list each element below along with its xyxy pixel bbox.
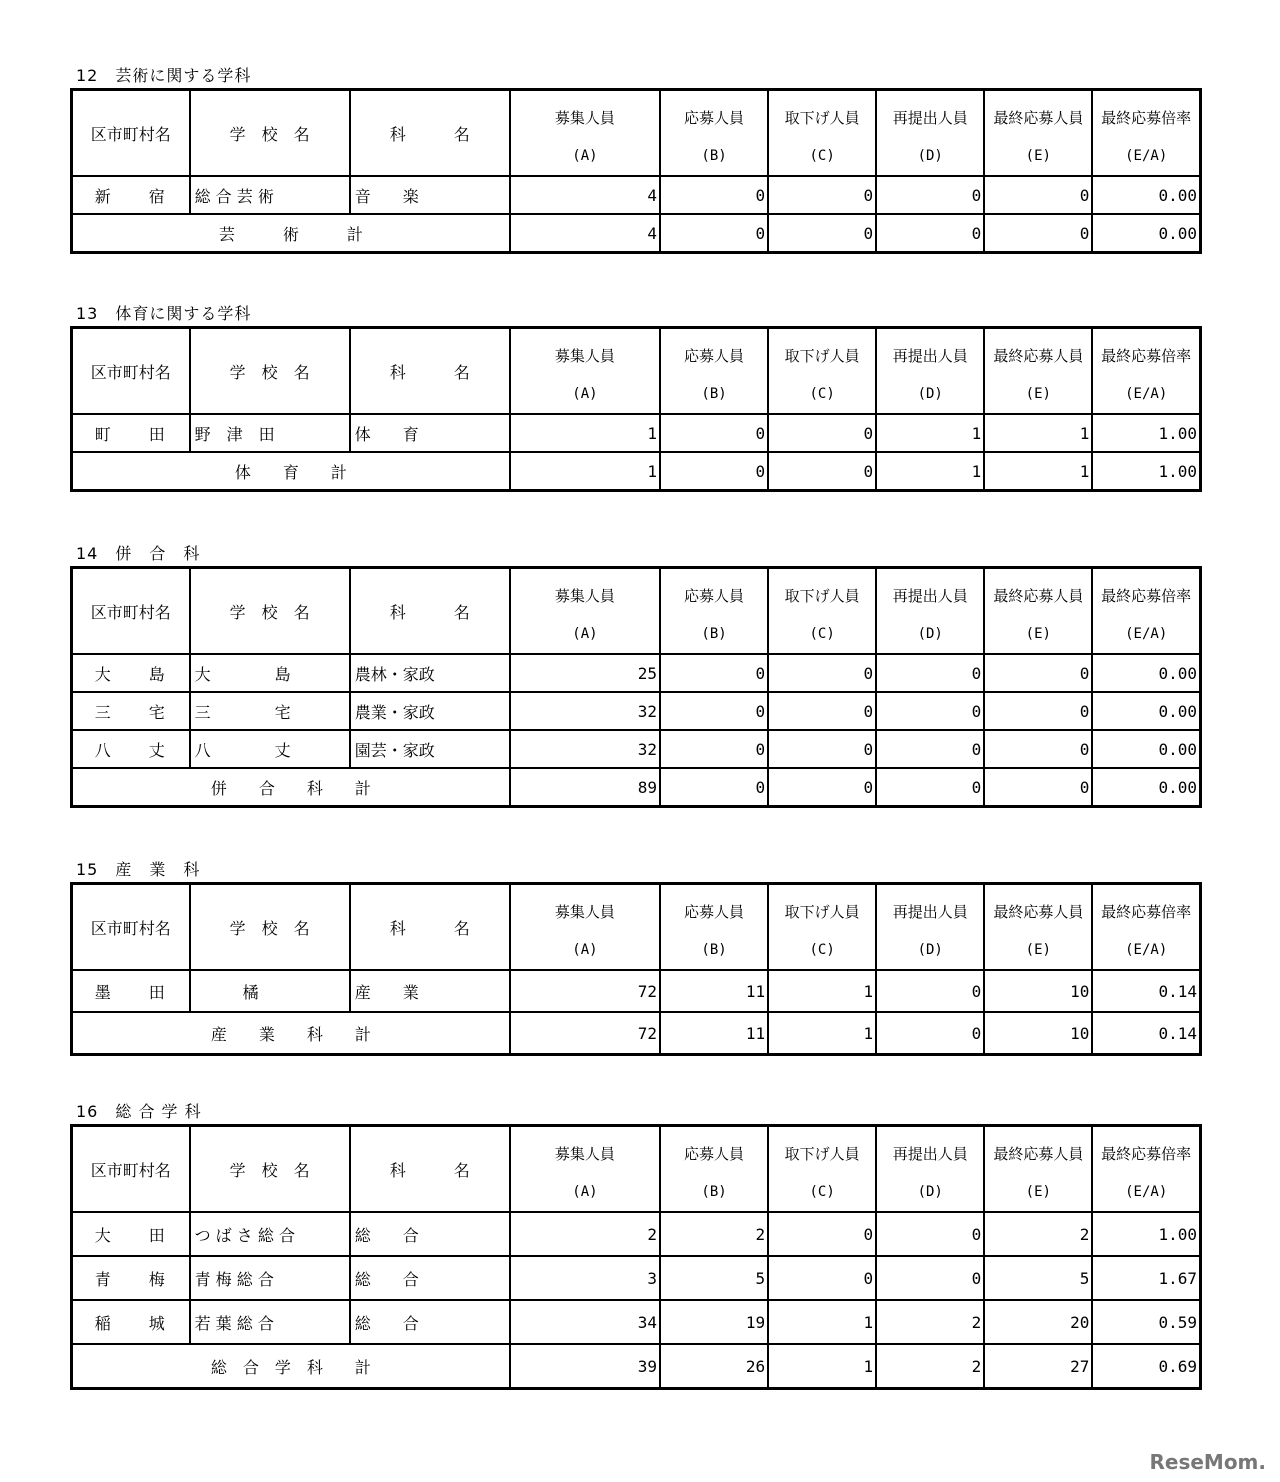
resubmit-cell: 0 (876, 692, 984, 730)
final-cell: 0 (984, 176, 1092, 214)
header-ratio-code: (E/A) (1125, 1184, 1168, 1200)
table-row (72, 1256, 1201, 1300)
ratio-cell: 1.00 (1092, 414, 1200, 452)
header-final (984, 884, 1092, 971)
applied-cell: 0 (660, 692, 768, 730)
header-recruit-label: 募集人員 (554, 587, 615, 605)
total-row (72, 1012, 1201, 1055)
applicant-table (70, 882, 1202, 1056)
total-label: 総 合 学 科 計 (72, 1344, 510, 1389)
header-ratio (1092, 1126, 1200, 1213)
header-applied-label: 応募人員 (684, 347, 745, 365)
course-cell: 園芸・家政 (350, 730, 510, 768)
header-district: 区市町村名 (72, 90, 190, 177)
header-district: 区市町村名 (72, 884, 190, 971)
header-recruit (510, 328, 660, 415)
total-row (72, 1344, 1201, 1389)
resubmit-cell: 0 (876, 654, 984, 692)
header-resubmit-label: 再提出人員 (892, 109, 968, 127)
district-cell: 町 田 (72, 414, 190, 452)
header-applied (660, 568, 768, 655)
district-cell: 三 宅 (72, 692, 190, 730)
applied-cell: 0 (660, 176, 768, 214)
header-resubmit-code: (D) (917, 942, 943, 958)
header-recruit-code: (A) (572, 1184, 598, 1200)
header-final-code: (E) (1025, 1184, 1051, 1200)
withdrawn-cell: 0 (768, 176, 876, 214)
header-district: 区市町村名 (72, 328, 190, 415)
course-cell: 農業・家政 (350, 692, 510, 730)
header-applied (660, 90, 768, 177)
section-title: 16 総 合 学 科 (76, 1102, 202, 1121)
header-recruit (510, 90, 660, 177)
header-final (984, 328, 1092, 415)
district-cell: 稲 城 (72, 1300, 190, 1344)
withdrawn-cell: 1 (768, 970, 876, 1012)
header-final-code: (E) (1025, 386, 1051, 402)
resubmit-cell: 1 (876, 414, 984, 452)
withdrawn-cell: 0 (768, 414, 876, 452)
header-ratio-label: 最終応募倍率 (1101, 587, 1192, 605)
header-ratio (1092, 568, 1200, 655)
recruit-cell: 72 (510, 970, 660, 1012)
course-cell: 音 楽 (350, 176, 510, 214)
header-ratio-code: (E/A) (1125, 148, 1168, 164)
table-section (70, 302, 1202, 492)
recruit-cell: 1 (510, 414, 660, 452)
header-withdrawn-code: (C) (809, 1184, 835, 1200)
header-applied-code: (B) (701, 626, 727, 642)
total-resubmit: 0 (876, 1012, 984, 1055)
header-course: 科 名 (350, 90, 510, 177)
header-ratio-label: 最終応募倍率 (1101, 347, 1192, 365)
total-applied: 26 (660, 1344, 768, 1389)
header-ratio-label: 最終応募倍率 (1101, 109, 1192, 127)
total-label: 産 業 科 計 (72, 1012, 510, 1055)
header-applied-label: 応募人員 (684, 587, 745, 605)
header-recruit-code: (A) (572, 148, 598, 164)
header-course: 科 名 (350, 1126, 510, 1213)
total-applied: 11 (660, 1012, 768, 1055)
header-final-code: (E) (1025, 148, 1051, 164)
header-row (72, 568, 1201, 655)
ratio-cell: 0.00 (1092, 692, 1200, 730)
header-school: 学 校 名 (190, 884, 350, 971)
applied-cell: 0 (660, 414, 768, 452)
recruit-cell: 25 (510, 654, 660, 692)
school-cell: 三 宅 (190, 692, 350, 730)
header-resubmit (876, 1126, 984, 1213)
applied-cell: 0 (660, 730, 768, 768)
resemom-watermark-logo: ReseMom. (1149, 1450, 1266, 1474)
total-resubmit: 2 (876, 1344, 984, 1389)
header-final (984, 90, 1092, 177)
header-applied-code: (B) (701, 386, 727, 402)
header-district: 区市町村名 (72, 568, 190, 655)
recruit-cell: 34 (510, 1300, 660, 1344)
total-withdrawn: 0 (768, 768, 876, 807)
header-applied (660, 884, 768, 971)
applicant-table (70, 88, 1202, 254)
school-cell: 総 合 芸 術 (190, 176, 350, 214)
table-section (70, 542, 1202, 808)
applied-cell: 2 (660, 1212, 768, 1256)
table-row (72, 1300, 1201, 1344)
resubmit-cell: 0 (876, 970, 984, 1012)
header-recruit-code: (A) (572, 626, 598, 642)
district-cell: 大 田 (72, 1212, 190, 1256)
applicant-table (70, 1124, 1202, 1390)
header-recruit-label: 募集人員 (554, 347, 615, 365)
resubmit-cell: 0 (876, 730, 984, 768)
header-final-label: 最終応募人員 (993, 1145, 1084, 1163)
header-resubmit (876, 328, 984, 415)
header-resubmit-label: 再提出人員 (892, 1145, 968, 1163)
header-final-label: 最終応募人員 (993, 109, 1084, 127)
header-recruit (510, 568, 660, 655)
header-recruit-code: (A) (572, 386, 598, 402)
ratio-cell: 1.00 (1092, 1212, 1200, 1256)
district-cell: 新 宿 (72, 176, 190, 214)
school-cell: 大 島 (190, 654, 350, 692)
header-resubmit (876, 568, 984, 655)
table-section (70, 858, 1202, 1056)
school-cell: 青 梅 総 合 (190, 1256, 350, 1300)
header-withdrawn-label: 取下げ人員 (784, 109, 860, 127)
header-resubmit (876, 884, 984, 971)
district-cell: 八 丈 (72, 730, 190, 768)
header-recruit-label: 募集人員 (554, 903, 615, 921)
header-course: 科 名 (350, 328, 510, 415)
total-ratio: 0.00 (1092, 214, 1200, 253)
ratio-cell: 0.00 (1092, 730, 1200, 768)
header-withdrawn-label: 取下げ人員 (784, 587, 860, 605)
header-resubmit-label: 再提出人員 (892, 587, 968, 605)
withdrawn-cell: 0 (768, 654, 876, 692)
total-ratio: 0.69 (1092, 1344, 1200, 1389)
recruit-cell: 32 (510, 692, 660, 730)
total-final: 10 (984, 1012, 1092, 1055)
header-recruit (510, 884, 660, 971)
total-withdrawn: 1 (768, 1344, 876, 1389)
course-cell: 農林・家政 (350, 654, 510, 692)
total-resubmit: 0 (876, 768, 984, 807)
section-title: 12 芸術に関する学科 (76, 66, 252, 85)
header-row (72, 328, 1201, 415)
header-row (72, 90, 1201, 177)
header-final-label: 最終応募人員 (993, 347, 1084, 365)
header-district: 区市町村名 (72, 1126, 190, 1213)
total-withdrawn: 0 (768, 214, 876, 253)
total-recruit: 1 (510, 452, 660, 491)
header-ratio (1092, 90, 1200, 177)
total-recruit: 72 (510, 1012, 660, 1055)
total-recruit: 89 (510, 768, 660, 807)
header-withdrawn-label: 取下げ人員 (784, 1145, 860, 1163)
withdrawn-cell: 0 (768, 692, 876, 730)
total-ratio: 0.14 (1092, 1012, 1200, 1055)
applicant-table (70, 326, 1202, 492)
resubmit-cell: 0 (876, 1212, 984, 1256)
course-cell: 総 合 (350, 1300, 510, 1344)
recruit-cell: 32 (510, 730, 660, 768)
course-cell: 総 合 (350, 1212, 510, 1256)
ratio-cell: 0.59 (1092, 1300, 1200, 1344)
school-cell: 野 津 田 (190, 414, 350, 452)
header-recruit-label: 募集人員 (554, 109, 615, 127)
withdrawn-cell: 1 (768, 1300, 876, 1344)
header-withdrawn-label: 取下げ人員 (784, 903, 860, 921)
header-final-label: 最終応募人員 (993, 903, 1084, 921)
table-row (72, 176, 1201, 214)
final-cell: 1 (984, 414, 1092, 452)
school-cell: 若 葉 総 合 (190, 1300, 350, 1344)
header-applied (660, 328, 768, 415)
table-row (72, 654, 1201, 692)
header-ratio-code: (E/A) (1125, 942, 1168, 958)
applied-cell: 5 (660, 1256, 768, 1300)
final-cell: 0 (984, 730, 1092, 768)
withdrawn-cell: 0 (768, 730, 876, 768)
school-cell: 橘 (190, 970, 350, 1012)
school-cell: 八 丈 (190, 730, 350, 768)
section-title: 13 体育に関する学科 (76, 304, 252, 323)
table-section (70, 64, 1202, 254)
header-applied-label: 応募人員 (684, 109, 745, 127)
header-recruit-code: (A) (572, 942, 598, 958)
final-cell: 0 (984, 654, 1092, 692)
total-final: 1 (984, 452, 1092, 491)
ratio-cell: 0.14 (1092, 970, 1200, 1012)
header-resubmit (876, 90, 984, 177)
header-withdrawn-label: 取下げ人員 (784, 347, 860, 365)
header-course: 科 名 (350, 884, 510, 971)
header-ratio-code: (E/A) (1125, 386, 1168, 402)
total-label: 併 合 科 計 (72, 768, 510, 807)
applied-cell: 0 (660, 654, 768, 692)
header-school: 学 校 名 (190, 568, 350, 655)
withdrawn-cell: 0 (768, 1212, 876, 1256)
header-school: 学 校 名 (190, 1126, 350, 1213)
total-applied: 0 (660, 452, 768, 491)
course-cell: 総 合 (350, 1256, 510, 1300)
course-cell: 体 育 (350, 414, 510, 452)
section-title: 15 産 業 科 (76, 860, 201, 879)
total-row (72, 214, 1201, 253)
withdrawn-cell: 0 (768, 1256, 876, 1300)
final-cell: 0 (984, 692, 1092, 730)
total-row (72, 452, 1201, 491)
header-course: 科 名 (350, 568, 510, 655)
final-cell: 2 (984, 1212, 1092, 1256)
district-cell: 墨 田 (72, 970, 190, 1012)
header-row (72, 884, 1201, 971)
header-row (72, 1126, 1201, 1213)
ratio-cell: 1.67 (1092, 1256, 1200, 1300)
recruit-cell: 2 (510, 1212, 660, 1256)
header-final (984, 568, 1092, 655)
header-resubmit-code: (D) (917, 626, 943, 642)
total-final: 27 (984, 1344, 1092, 1389)
header-applied (660, 1126, 768, 1213)
header-applied-code: (B) (701, 942, 727, 958)
table-row (72, 692, 1201, 730)
header-withdrawn-code: (C) (809, 942, 835, 958)
header-resubmit-code: (D) (917, 1184, 943, 1200)
total-withdrawn: 1 (768, 1012, 876, 1055)
header-resubmit-label: 再提出人員 (892, 903, 968, 921)
header-recruit-label: 募集人員 (554, 1145, 615, 1163)
header-ratio-label: 最終応募倍率 (1101, 903, 1192, 921)
header-ratio-code: (E/A) (1125, 626, 1168, 642)
applied-cell: 11 (660, 970, 768, 1012)
header-withdrawn (768, 1126, 876, 1213)
header-resubmit-code: (D) (917, 386, 943, 402)
header-resubmit-label: 再提出人員 (892, 347, 968, 365)
header-applied-label: 応募人員 (684, 1145, 745, 1163)
recruit-cell: 3 (510, 1256, 660, 1300)
header-final-label: 最終応募人員 (993, 587, 1084, 605)
header-ratio (1092, 328, 1200, 415)
final-cell: 5 (984, 1256, 1092, 1300)
recruit-cell: 4 (510, 176, 660, 214)
header-final-code: (E) (1025, 942, 1051, 958)
resubmit-cell: 2 (876, 1300, 984, 1344)
header-final-code: (E) (1025, 626, 1051, 642)
total-label: 体 育 計 (72, 452, 510, 491)
header-applied-code: (B) (701, 148, 727, 164)
table-section (70, 1100, 1202, 1390)
school-cell: つ ば さ 総 合 (190, 1212, 350, 1256)
header-school: 学 校 名 (190, 90, 350, 177)
ratio-cell: 0.00 (1092, 176, 1200, 214)
ratio-cell: 0.00 (1092, 654, 1200, 692)
resubmit-cell: 0 (876, 176, 984, 214)
total-applied: 0 (660, 768, 768, 807)
total-ratio: 0.00 (1092, 768, 1200, 807)
header-applied-label: 応募人員 (684, 903, 745, 921)
header-applied-code: (B) (701, 1184, 727, 1200)
district-cell: 大 島 (72, 654, 190, 692)
applied-cell: 19 (660, 1300, 768, 1344)
header-school: 学 校 名 (190, 328, 350, 415)
course-cell: 産 業 (350, 970, 510, 1012)
total-applied: 0 (660, 214, 768, 253)
header-withdrawn-code: (C) (809, 626, 835, 642)
final-cell: 10 (984, 970, 1092, 1012)
total-final: 0 (984, 214, 1092, 253)
header-final (984, 1126, 1092, 1213)
table-row (72, 730, 1201, 768)
header-withdrawn (768, 884, 876, 971)
header-ratio (1092, 884, 1200, 971)
resubmit-cell: 0 (876, 1256, 984, 1300)
header-withdrawn (768, 328, 876, 415)
header-withdrawn (768, 90, 876, 177)
header-withdrawn-code: (C) (809, 148, 835, 164)
header-recruit (510, 1126, 660, 1213)
header-withdrawn-code: (C) (809, 386, 835, 402)
total-recruit: 39 (510, 1344, 660, 1389)
total-ratio: 1.00 (1092, 452, 1200, 491)
district-cell: 青 梅 (72, 1256, 190, 1300)
total-resubmit: 0 (876, 214, 984, 253)
total-recruit: 4 (510, 214, 660, 253)
table-row (72, 1212, 1201, 1256)
header-ratio-label: 最終応募倍率 (1101, 1145, 1192, 1163)
final-cell: 20 (984, 1300, 1092, 1344)
total-label: 芸 術 計 (72, 214, 510, 253)
section-title: 14 併 合 科 (76, 544, 201, 563)
total-resubmit: 1 (876, 452, 984, 491)
table-row (72, 970, 1201, 1012)
table-row (72, 414, 1201, 452)
total-final: 0 (984, 768, 1092, 807)
header-withdrawn (768, 568, 876, 655)
applicant-table (70, 566, 1202, 808)
total-withdrawn: 0 (768, 452, 876, 491)
header-resubmit-code: (D) (917, 148, 943, 164)
total-row (72, 768, 1201, 807)
